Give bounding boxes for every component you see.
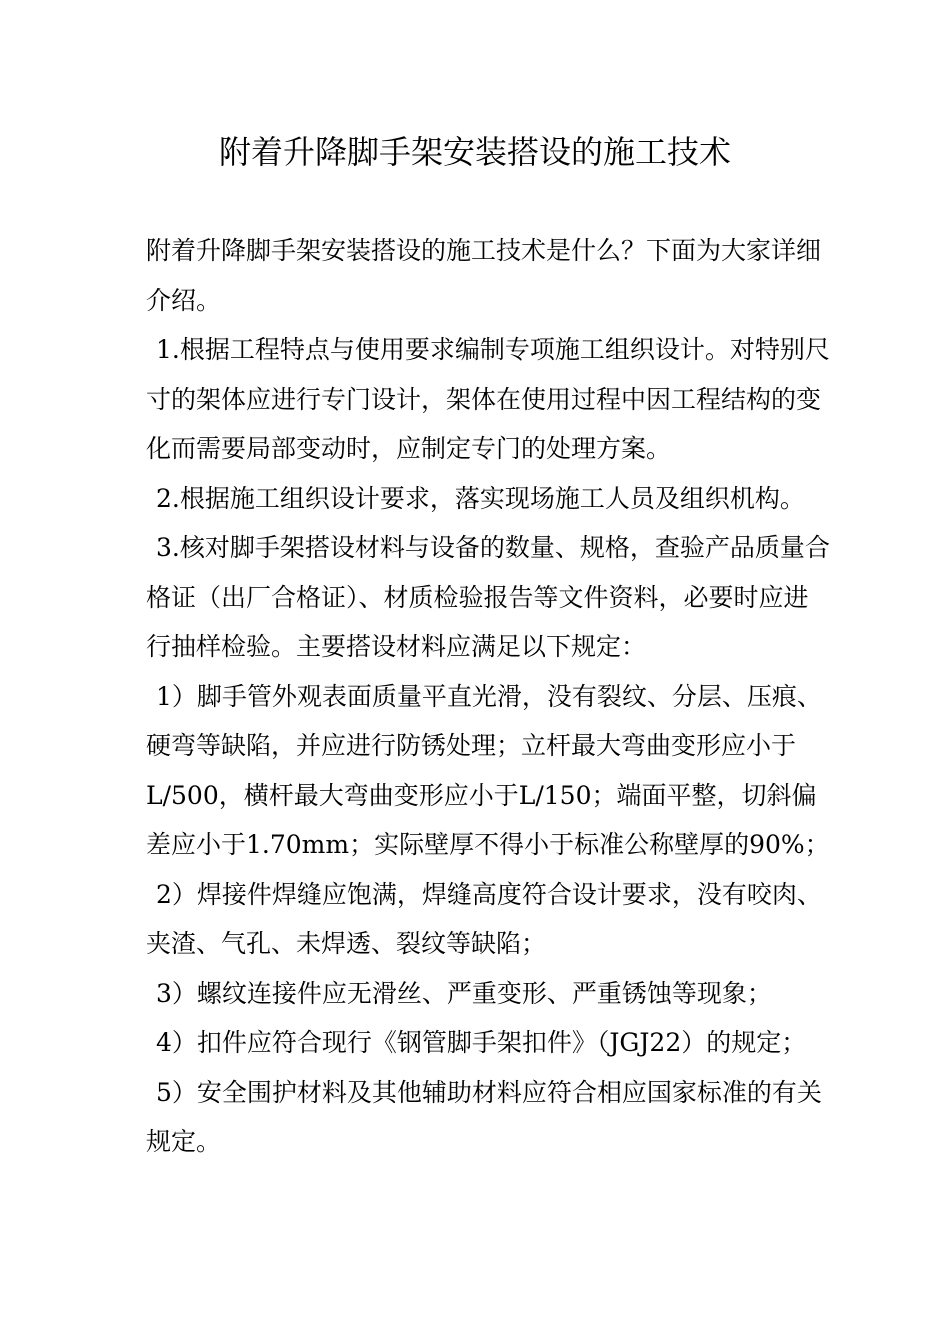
subitem-2-paragraph: 2）焊接件焊缝应饱满，焊缝高度符合设计要求，没有咬肉、夹渣、气孔、未焊透、裂纹等缺陷； [146, 879, 822, 958]
subitem-1-paragraph: 1）脚手管外观表面质量平直光滑，没有裂纹、分层、压痕、硬弯等缺陷，并应进行防锈处理；立杆最大弯曲变形应小于L/500，横杆最大弯曲变形应小于L/150；端面平整，切斜偏差应小于1.70mm；实际壁厚不得小于标准公称壁厚的90%； [146, 681, 830, 859]
subitem-5-paragraph: 5）安全围护材料及其他辅助材料应符合相应国家标准的有关规定。 [146, 1077, 822, 1156]
subitem-4-paragraph: 4）扣件应符合现行《钢管脚手架扣件》（JGJ22）的规定； [156, 1028, 807, 1057]
document-body [146, 226, 831, 1167]
intro-paragraph: 附着升降脚手架安装搭设的施工技术是什么？下面为大家详细介绍。 [146, 236, 822, 315]
subitem-3-paragraph: 3）螺纹连接件应无滑丝、严重变形、严重锈蚀等现象； [156, 978, 772, 1008]
item-1-paragraph: 1.根据工程特点与使用要求编制专项施工组织设计。对特别尺寸的架体应进行专门设计，架体在使用过程中因工程结构的变化而需要局部变动时，应制定专门的处理方案。 [146, 335, 830, 463]
document-title: 附着升降脚手架安装搭设的施工技术 [218, 133, 731, 171]
item-2-paragraph: 2.根据施工组织设计要求，落实现场施工人员及组织机构。 [156, 483, 805, 513]
item-3-paragraph: 3.核对脚手架搭设材料与设备的数量、规格，查验产品质量合格证（出厂合格证）、材质检验报告等文件资料，必要时应进行抽样检验。主要搭设材料应满足以下规定： [146, 533, 830, 661]
